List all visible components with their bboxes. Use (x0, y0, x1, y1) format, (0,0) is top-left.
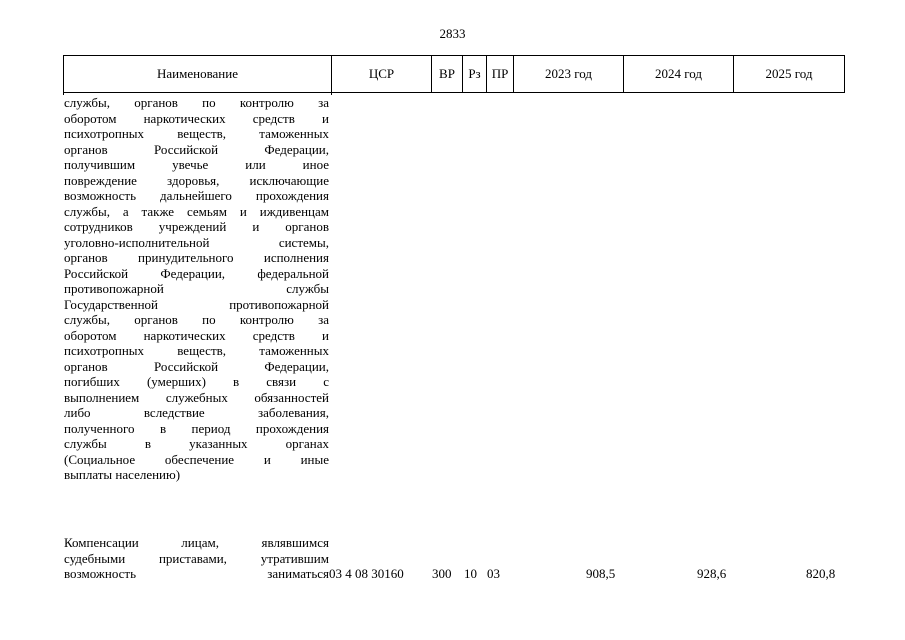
table-header (63, 55, 845, 93)
name-text-line: выплаты населению) (64, 467, 181, 482)
name-text-line: органов принудительного исполнения (64, 250, 329, 265)
col-header-rz: Рз (463, 56, 487, 93)
name-text-line: оборотом наркотических средств и (64, 327, 329, 343)
name-text-line: возможность дальнейшего прохождения (64, 188, 329, 203)
col-header-pr: ПР (487, 56, 514, 93)
name-text-line: психотропных веществ, таможенных (64, 343, 329, 358)
cell-2024: 928,6 (697, 566, 727, 581)
col-header-2023: 2023 год (514, 56, 624, 93)
name-text-line: полученного в период прохождения (64, 420, 329, 436)
col-header-2024: 2024 год (624, 56, 734, 93)
page-number: 2833 (439, 26, 466, 41)
name-text-line: получившим увечье или иное (64, 157, 329, 172)
col-header-vr: ВР (432, 56, 463, 93)
cell-vr: 300 (432, 566, 452, 581)
name-text-line: противопожарной службы (64, 281, 329, 296)
col-header-csr: ЦСР (332, 56, 432, 93)
name-text-line: Государственной противопожарной (64, 296, 329, 312)
name-text-line: психотропных веществ, таможенных (64, 126, 329, 141)
name-text-line: службы в указанных органах (64, 436, 329, 451)
cell-rz: 10 (464, 566, 477, 581)
name-text-line: (Социальное обеспечение и иные (64, 451, 329, 467)
name-cell-continuation (64, 95, 329, 483)
name-text-line: сотрудников учреждений и органов (64, 219, 329, 234)
name-text-line: службы, а также семьям и иждивенцам (64, 203, 329, 219)
cell-csr: 03 4 08 30160 (329, 566, 404, 581)
name-text-line: службы, органов по контролю за (64, 312, 329, 327)
name-text-line: Российской Федерации, федеральной (64, 265, 329, 281)
col-header-name: Наименование (64, 56, 332, 93)
name-text-line: выполнением служебных обязанностей (64, 389, 329, 405)
cell-2025: 820,8 (806, 566, 836, 581)
name-text-line: Компенсации лицам, являвшимся (64, 535, 329, 550)
column-divider (331, 92, 332, 95)
name-text-line: органов Российской Федерации, (64, 358, 329, 374)
name-text-line: либо вследствие заболевания, (64, 405, 329, 420)
cell-2023: 908,5 (586, 566, 616, 581)
name-text-line: службы, органов по контролю за (64, 95, 329, 110)
name-cell-compensation (64, 535, 329, 582)
cell-pr: 03 (487, 566, 500, 581)
name-text-line: возможность заниматься (64, 566, 329, 581)
name-text-line: уголовно-исполнительной системы, (64, 234, 329, 250)
name-text-line: органов Российской Федерации, (64, 141, 329, 157)
name-text-line: судебными приставами, утратившим (64, 550, 329, 566)
name-text-line: погибших (умерших) в связи с (64, 374, 329, 389)
name-text-line: оборотом наркотических средств и (64, 110, 329, 126)
col-header-2025: 2025 год (734, 56, 845, 93)
name-text-line: повреждение здоровья, исключающие (64, 172, 329, 188)
